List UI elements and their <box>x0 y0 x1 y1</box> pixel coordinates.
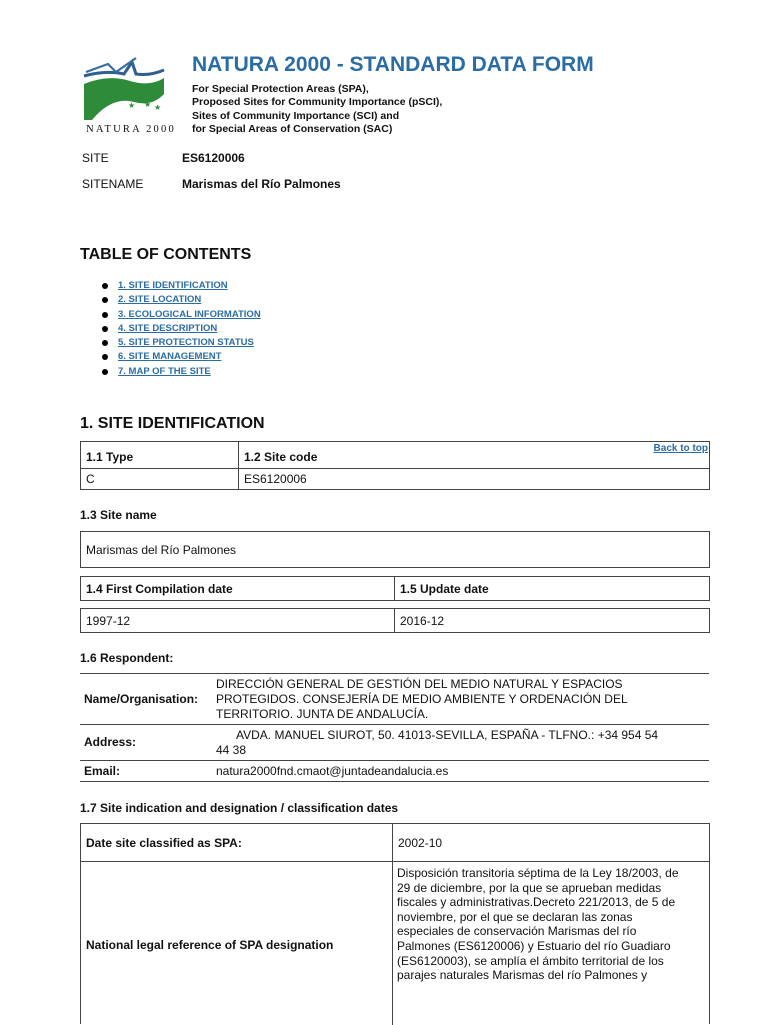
site-code-cell: ES6120006 <box>244 472 307 486</box>
type-code-table <box>80 441 710 490</box>
spa-date-value: 2002-10 <box>398 836 443 850</box>
toc-list <box>100 280 261 380</box>
first-compilation-value: 1997-12 <box>86 614 131 628</box>
toc-item <box>100 337 261 351</box>
site-name-heading: 1.3 Site name <box>80 508 157 522</box>
natura-2000-logo <box>78 50 184 136</box>
email-value: natura2000fnd.cmaot@juntadeandalucia.es <box>216 764 449 778</box>
email-label: Email: <box>84 764 121 778</box>
toc-item <box>100 366 261 380</box>
type-label: 1.1 Type <box>86 450 134 464</box>
svg-text:★: ★ <box>128 101 136 110</box>
site-label: SITE <box>82 151 109 165</box>
name-organisation-label: Name/Organisation: <box>84 692 199 706</box>
toc-link-ecological-information[interactable]: 3. ECOLOGICAL INFORMATION <box>118 308 261 320</box>
toc-item <box>100 280 261 294</box>
name-organisation-line: PROTEGIDOS. CONSEJERÍA DE MEDIO AMBIENTE Y ORDENACIÓN DEL <box>216 692 628 706</box>
site-code-label: 1.2 Site code <box>244 450 318 464</box>
toc-item <box>100 309 261 323</box>
svg-text:★: ★ <box>144 100 152 109</box>
spa-date-label: Date site classified as SPA: <box>86 836 242 850</box>
name-organisation-value <box>216 677 706 722</box>
toc-link-site-location[interactable]: 2. SITE LOCATION <box>118 294 202 306</box>
legal-reference-line: (ES6120003), se amplía el ámbito territorial de los <box>397 953 664 968</box>
toc-item <box>100 323 261 337</box>
legal-reference-line: Disposición transitoria séptima de la Ley 18/2003, de <box>397 866 679 880</box>
section-title-site-identification: 1. SITE IDENTIFICATION <box>80 415 265 432</box>
form-subtitle <box>192 83 442 136</box>
dates-header-row <box>80 576 710 601</box>
subtitle-line: for Special Areas of Conservation (SAC) <box>192 122 393 135</box>
subtitle-line: Sites of Community Importance (SCI) and <box>192 109 400 122</box>
toc-link-site-description[interactable]: 4. SITE DESCRIPTION <box>118 322 218 334</box>
address-line: 44 38 <box>216 743 247 757</box>
address-value <box>216 728 706 758</box>
toc-title: TABLE OF CONTENTS <box>80 246 252 263</box>
update-date-label: 1.5 Update date <box>400 582 489 596</box>
legal-reference-line: Palmones (ES6120006) y Estuario del río Guadiaro <box>397 938 671 953</box>
sitename-label: SITENAME <box>82 177 144 191</box>
toc-link-site-identification[interactable]: 1. SITE IDENTIFICATION <box>118 280 228 291</box>
site-name-box <box>80 531 710 568</box>
update-date-value: 2016-12 <box>400 614 445 628</box>
site-name-value: Marismas del Río Palmones <box>86 543 237 557</box>
svg-text:★: ★ <box>144 83 152 92</box>
designation-heading: 1.7 Site indication and designation / classification dates <box>80 801 399 815</box>
sitename-value: Marismas del Río Palmones <box>182 177 341 191</box>
toc-item <box>100 294 261 308</box>
toc-link-site-protection-status[interactable]: 5. SITE PROTECTION STATUS <box>118 337 254 349</box>
name-organisation-line: TERRITORIO. JUNTA DE ANDALUCÍA. <box>216 707 429 721</box>
legal-reference-line: 29 de diciembre, por la que se aprueban medidas <box>397 880 662 895</box>
address-label: Address: <box>84 735 137 749</box>
subtitle-line: Proposed Sites for Community Importance (pSCI), <box>192 96 443 109</box>
page-title: NATURA 2000 - STANDARD DATA FORM <box>192 53 594 76</box>
back-to-top-link[interactable]: Back to top <box>653 443 708 454</box>
name-organisation-line: DIRECCIÓN GENERAL DE GESTIÓN DEL MEDIO NATURAL Y ESPACIOS <box>216 677 623 691</box>
legal-reference-line: especiales de conservación Marismas del río <box>397 924 637 939</box>
svg-text:★: ★ <box>152 91 160 100</box>
legal-reference-value <box>397 866 707 983</box>
toc-link-site-management[interactable]: 6. SITE MANAGEMENT <box>118 351 222 363</box>
legal-reference-line: parajes naturales Marismas del río Palmones y <box>397 968 648 983</box>
toc-link-map-of-the-site[interactable]: 7. MAP OF THE SITE <box>118 365 211 377</box>
site-code-value: ES6120006 <box>182 151 245 165</box>
legal-reference-line: fiscales y administrativas.Decreto 221/2013, de 5 de <box>397 895 676 910</box>
logo-text: NATURA 2000 <box>86 124 176 135</box>
toc-item <box>100 351 261 365</box>
svg-text:★: ★ <box>154 103 162 112</box>
first-compilation-label: 1.4 First Compilation date <box>86 582 233 596</box>
svg-text:★: ★ <box>136 92 144 101</box>
legal-reference-label: National legal reference of SPA designation <box>86 938 334 952</box>
respondent-heading: 1.6 Respondent: <box>80 651 174 665</box>
subtitle-line: For Special Protection Areas (SPA), <box>192 83 369 95</box>
natura-logo-icon <box>78 50 184 136</box>
legal-reference-line: noviembre, por el que se declaran las zonas <box>397 909 633 924</box>
dates-value-row <box>80 608 710 633</box>
type-value: C <box>86 472 95 486</box>
address-line: AVDA. MANUEL SIUROT, 50. 41013-SEVILLA, ESPAÑA - TLFNO.: +34 954 54 <box>236 728 659 742</box>
